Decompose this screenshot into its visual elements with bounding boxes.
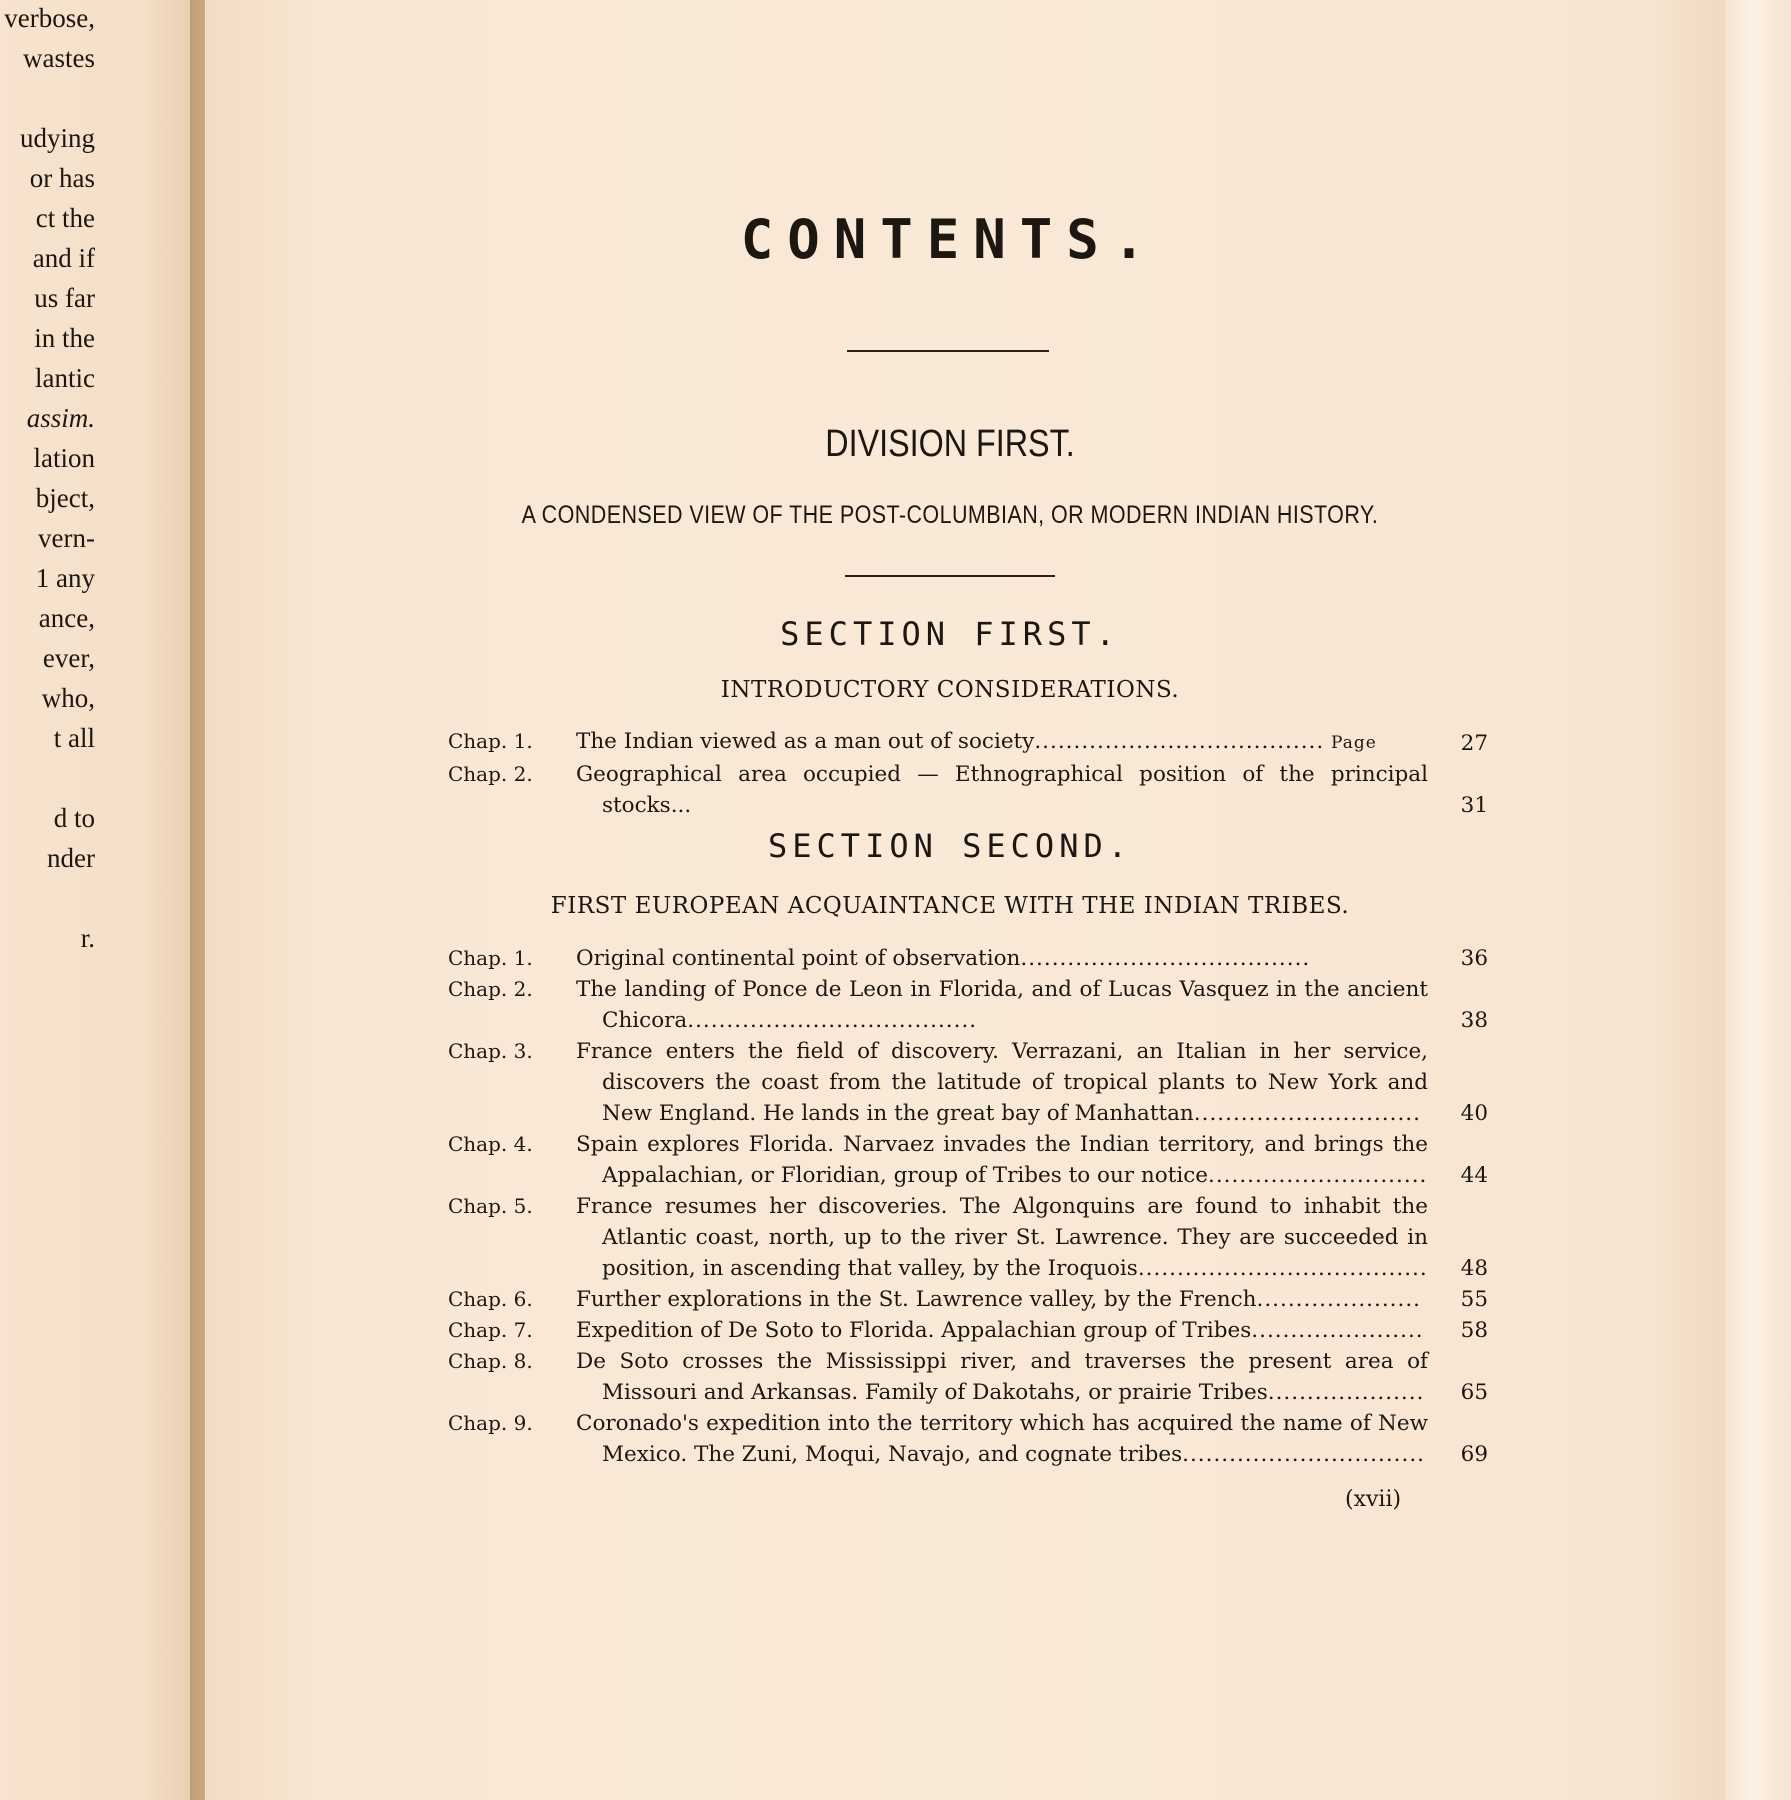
left-page-fragment: and if xyxy=(32,243,95,273)
chapter-title-text: Further explorations in the St. Lawrence valley, by the French xyxy=(576,1287,1257,1312)
leader-dots: ............................ xyxy=(1208,1163,1428,1188)
chapter-title xyxy=(576,974,1488,1036)
chapter-label: Chap. 7. xyxy=(448,1318,533,1342)
title-rule xyxy=(847,350,1049,352)
leader-dots: ..................................... xyxy=(687,1008,978,1033)
left-page-fragment: lation xyxy=(33,443,95,473)
chapter-title xyxy=(576,943,1488,974)
toc-entry xyxy=(448,974,1488,1036)
chapter-title xyxy=(576,1129,1488,1191)
left-page-fragment: assim. xyxy=(26,403,95,433)
left-page-fragment: udying xyxy=(19,123,95,153)
leader-dots: ............................. xyxy=(1193,1101,1421,1126)
chapter-title-text: Original continental point of observation xyxy=(576,946,1021,971)
leader-dots: ..................... xyxy=(1256,1287,1422,1312)
toc-entry xyxy=(448,726,1488,759)
left-page-fragment: us far xyxy=(34,283,95,313)
left-page-fragment: bject, xyxy=(35,483,95,513)
chapter-title-text: Coronado's expedition into the territory which has acquired the name of New Mexico. The Zuni, Moqui, Navajo, and cognate tribes xyxy=(576,1411,1428,1467)
left-page-fragment: wastes xyxy=(23,43,95,73)
section-first-subtitle: INTRODUCTORY CONSIDERATIONS. xyxy=(720,677,1180,703)
page-number: 44 xyxy=(1460,1163,1488,1188)
left-page-fragment xyxy=(0,758,95,798)
leader-dots: ..................................... xyxy=(1034,729,1325,754)
contents-title: CONTENTS. xyxy=(740,208,1160,271)
chapter-title-text: De Soto crosses the Mississippi river, and traverses the present area of Missouri and Arkansas. Family of Dakotahs, or prairie Tribes xyxy=(576,1349,1428,1405)
chapter-title xyxy=(576,1346,1488,1408)
toc-entry xyxy=(448,1346,1488,1408)
page-number: 65 xyxy=(1460,1380,1488,1405)
chapter-label: Chap. 5. xyxy=(448,1194,533,1218)
left-page-fragment xyxy=(0,878,95,918)
page-number: 36 xyxy=(1460,946,1488,971)
left-page-fragment: ever, xyxy=(42,643,95,673)
chapter-label: Chap. 9. xyxy=(448,1411,533,1435)
left-page xyxy=(0,0,205,1800)
toc-entry xyxy=(448,1315,1488,1346)
chapter-label: Chap. 2. xyxy=(448,762,533,786)
toc-entry xyxy=(448,759,1488,821)
page-folio: (xvii) xyxy=(1345,1487,1402,1512)
chapter-label: Chap. 1. xyxy=(448,729,533,753)
left-page-fragment: nder xyxy=(47,843,95,873)
leader-dots: .................... xyxy=(1267,1380,1425,1405)
section-second-subtitle: FIRST EUROPEAN ACQUAINTANCE WITH THE INDIAN TRIBES. xyxy=(550,893,1350,919)
chapter-title xyxy=(576,726,1488,759)
chapter-title-text: France enters the field of discovery. Verrazani, an Italian in her service, discovers the coast from the latitude of tropical plants to New York and New England. He lands in the great bay of Manhattan xyxy=(576,1039,1428,1126)
page-number: 48 xyxy=(1460,1256,1488,1281)
section-second-toc xyxy=(448,943,1488,1470)
toc-entry xyxy=(448,1129,1488,1191)
chapter-title-text: France resumes her discoveries. The Algonquins are found to inhabit the Atlantic coast, north, up to the river St. Lawrence. They are succeeded in position, in ascending that valley, by the Iroquois xyxy=(576,1194,1428,1281)
page-number: 38 xyxy=(1460,1008,1488,1033)
toc-entry xyxy=(448,1191,1488,1284)
toc-entry xyxy=(448,1036,1488,1129)
leader-dots: ..................................... xyxy=(1020,946,1311,971)
left-page-fragment: d to xyxy=(53,803,95,833)
chapter-title xyxy=(576,1191,1488,1284)
chapter-title xyxy=(576,1036,1488,1129)
section-second-title: SECTION SECOND. xyxy=(768,827,1132,865)
page-label: Page xyxy=(1331,733,1377,753)
division-subtitle: A CONDENSED VIEW OF THE POST-COLUMBIAN, OR MODERN INDIAN HISTORY. xyxy=(521,501,1379,529)
left-page-fragment: lantic xyxy=(35,363,95,393)
chapter-title-text: Geographical area occupied — Ethnographical position of the principal stocks... xyxy=(576,762,1428,818)
chapter-title xyxy=(576,1408,1488,1470)
page-number: 55 xyxy=(1460,1287,1488,1312)
chapter-title xyxy=(576,1284,1488,1315)
chapter-title-text: The Indian viewed as a man out of society xyxy=(576,729,1035,754)
page-edge xyxy=(1725,0,1791,1800)
toc-entry xyxy=(448,1408,1488,1470)
left-page-fragment: ance, xyxy=(38,603,95,633)
chapter-label: Chap. 3. xyxy=(448,1039,533,1063)
chapter-label: Chap. 4. xyxy=(448,1132,533,1156)
chapter-title xyxy=(576,1315,1488,1346)
toc-entry xyxy=(448,943,1488,974)
page-number: 27 xyxy=(1460,731,1488,756)
toc-entry xyxy=(448,1284,1488,1315)
leader-dots: ..................................... xyxy=(1137,1256,1428,1281)
left-page-fragment: r. xyxy=(80,923,95,953)
left-page-fragment xyxy=(0,78,95,118)
left-page-text xyxy=(0,0,95,958)
section-first-title: SECTION FIRST. xyxy=(780,615,1120,653)
left-page-fragment: verbose, xyxy=(4,3,95,33)
chapter-label: Chap. 8. xyxy=(448,1349,533,1373)
chapter-label: Chap. 6. xyxy=(448,1287,533,1311)
chapter-title-text: Spain explores Florida. Narvaez invades the Indian territory, and brings the Appalachian, or Floridian, group of Tribes to our notice xyxy=(576,1132,1428,1188)
division-rule xyxy=(845,575,1055,577)
left-page-fragment: t all xyxy=(53,723,95,753)
chapter-label: Chap. 2. xyxy=(448,977,533,1001)
leader-dots: ............................... xyxy=(1182,1442,1425,1467)
leader-dots: ...................... xyxy=(1251,1318,1424,1343)
chapter-title xyxy=(576,759,1488,821)
section-first-toc xyxy=(448,726,1488,821)
left-page-fragment: 1 any xyxy=(35,563,95,593)
left-page-fragment: vern- xyxy=(38,523,95,553)
page-number: 69 xyxy=(1460,1442,1488,1467)
left-page-fragment: ct the xyxy=(35,203,95,233)
chapter-title-text: Expedition of De Soto to Florida. Appalachian group of Tribes xyxy=(576,1318,1252,1343)
chapter-label: Chap. 1. xyxy=(448,946,533,970)
page-number: 40 xyxy=(1460,1101,1488,1126)
left-page-fragment: who, xyxy=(41,683,95,713)
division-title: DIVISION FIRST. xyxy=(825,423,1075,465)
left-page-fragment: or has xyxy=(29,163,95,193)
left-page-fragment: in the xyxy=(34,323,95,353)
chapter-title-text: The landing of Ponce de Leon in Florida, and of Lucas Vasquez in the ancient Chicora xyxy=(576,977,1428,1033)
page-number: 31 xyxy=(1460,793,1488,818)
page-number: 58 xyxy=(1460,1318,1488,1343)
